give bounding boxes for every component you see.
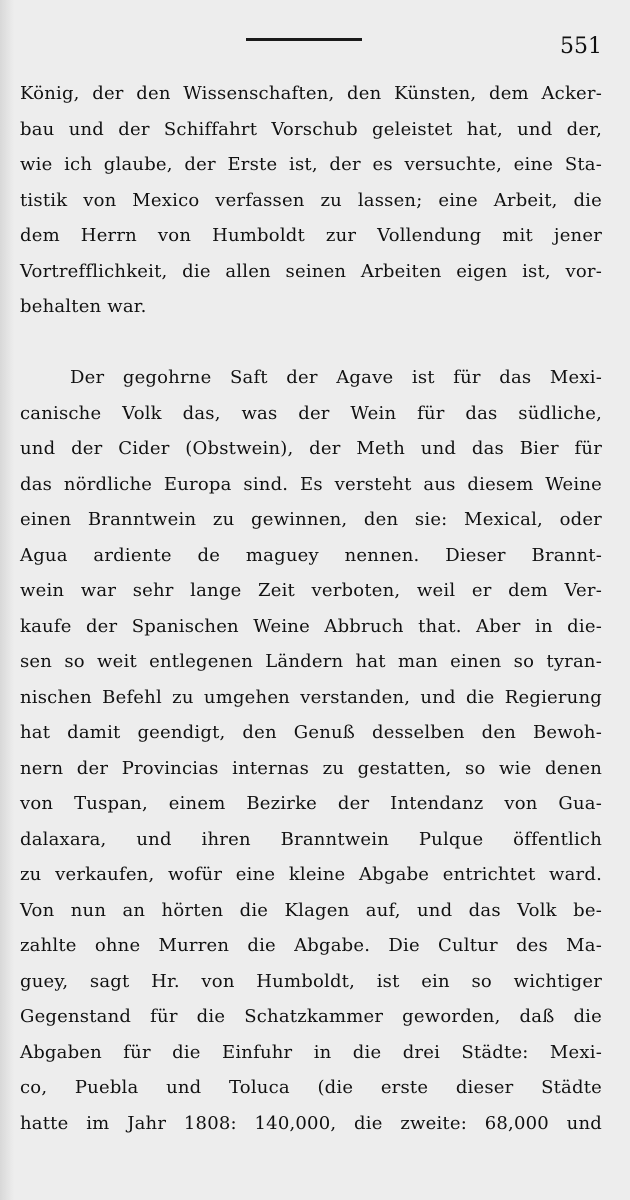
text-line: bau und der Schiffahrt Vorschub geleistet hat, und der, [20, 118, 602, 140]
text-line: von Tuspan, einem Bezirke der Intendanz von Gua- [20, 793, 602, 814]
text-line: König, der den Wissenschaften, den Künsten, dem Acker- [20, 83, 602, 104]
text-line: Abgaben für die Einfuhr in die drei Städte: Mexi- [20, 1041, 602, 1063]
text-line: und der Cider (Obstwein), der Meth und das Bier für [20, 438, 602, 459]
text-line: Von nun an hörten die Klagen auf, und das Volk be- [20, 899, 602, 921]
text-line: einen Branntwein zu gewinnen, den sie: Mexical, oder [20, 509, 602, 530]
text-line: guey, sagt Hr. von Humboldt, ist ein so wichtiger [20, 970, 602, 992]
paragraph-2 [20, 360, 602, 1141]
text-line: das nördliche Europa sind. Es versteht aus diesem Weine [20, 473, 602, 495]
text-line: Vortrefflichkeit, die allen seinen Arbeiten eigen ist, vor- [20, 260, 602, 282]
header-rule [246, 38, 362, 41]
text-line: hat damit geendigt, den Genuß desselben den Bewoh- [20, 722, 602, 743]
text-line: behalten war. [20, 296, 147, 317]
text-line: Agua ardiente de maguey nennen. Dieser Brannt- [20, 544, 602, 566]
text-line: zu verkaufen, wofür eine kleine Abgabe entrichtet ward. [20, 864, 602, 885]
text-line: dem Herrn von Humboldt zur Vollendung mit jener [20, 225, 602, 246]
text-line: sen so weit entlegenen Ländern hat man einen so tyran- [20, 651, 602, 672]
text-line: hatte im Jahr 1808: 140,000, die zweite: 68,000 und [20, 1112, 602, 1134]
text-line: wein war sehr lange Zeit verboten, weil er dem Ver- [20, 580, 602, 601]
text-line: co, Puebla und Toluca (die erste dieser Städte [20, 1077, 602, 1098]
text-line: Der gegohrne Saft der Agave ist für das Mexi- [70, 367, 602, 388]
text-line: nern der Provincias internas zu gestatten, so wie denen [20, 757, 602, 779]
text-line: zahlte ohne Murren die Abgabe. Die Cultur des Ma- [20, 935, 602, 956]
text-line: wie ich glaube, der Erste ist, der es versuchte, eine Sta- [20, 154, 602, 175]
text-line: tistik von Mexico verfassen zu lassen; eine Arbeit, die [20, 189, 602, 211]
paragraph-1 [20, 76, 602, 325]
page-number: 551 [560, 34, 602, 59]
text-line: nischen Befehl zu umgehen verstanden, und die Regierung [20, 686, 602, 708]
text-line: Gegenstand für die Schatzkammer geworden, daß die [20, 1006, 602, 1027]
text-line: canische Volk das, was der Wein für das südliche, [20, 402, 602, 424]
text-line: kaufe der Spanischen Weine Abbruch that. Aber in die- [20, 615, 602, 637]
text-line: dalaxara, und ihren Branntwein Pulque öffentlich [20, 828, 602, 850]
